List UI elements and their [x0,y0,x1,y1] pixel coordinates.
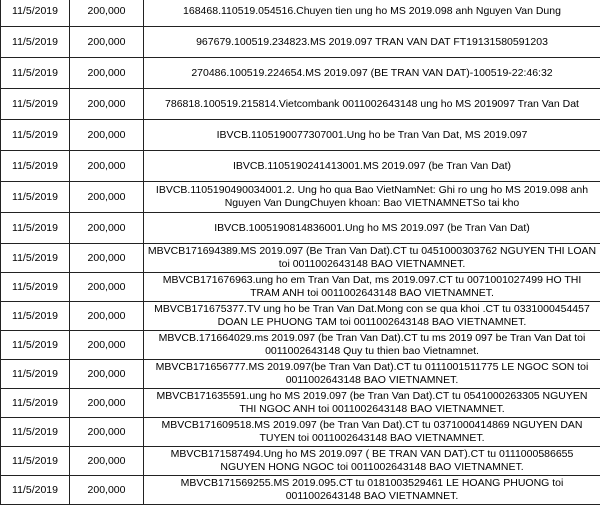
date-cell: 11/5/2019 [1,27,70,58]
table-row [1,0,600,27]
amount-cell: 200,000 [70,0,144,27]
date-cell: 11/5/2019 [1,389,70,418]
description-cell: IBVCB.1005190814836001.Ung ho MS 2019.097 (be Tran Van Dat) [144,213,600,244]
description-cell: MBVCB.171664029.ms 2019.097 (be Tran Van Dat).CT tu ms 2019 097 be Tran Van Dat toi 0011002643148 Quy tu thien bao Vietnamnet. [144,331,600,360]
amount-cell: 200,000 [70,360,144,389]
amount-cell: 200,000 [70,447,144,476]
table-row [1,27,600,58]
table-row [1,389,600,418]
date-cell: 11/5/2019 [1,58,70,89]
date-cell: 11/5/2019 [1,476,70,505]
date-cell: 11/5/2019 [1,89,70,120]
amount-cell: 200,000 [70,476,144,505]
amount-cell: 200,000 [70,182,144,213]
description-cell: MBVCB171656777.MS 2019.097(be Tran Van Dat).CT tu 0111001511775 LE NGOC SON toi 0011002643148 BAO VIETNAMNET. [144,360,600,389]
table-row [1,360,600,389]
amount-cell: 200,000 [70,89,144,120]
table-row [1,273,600,302]
date-cell: 11/5/2019 [1,182,70,213]
table-row [1,476,600,505]
description-cell: MBVCB171569255.MS 2019.095.CT tu 0181003529461 LE HOANG PHUONG toi 0011002643148 BAO VIETNAMNET. [144,476,600,505]
table-row [1,89,600,120]
amount-cell: 200,000 [70,213,144,244]
description-cell: 786818.100519.215814.Vietcombank 0011002643148 ung ho MS 2019097 Tran Van Dat [144,89,600,120]
description-cell: MBVCB171609518.MS 2019.097 (be Tran Van Dat).CT tu 0371000414869 NGUYEN DAN TUYEN toi 0011002643148 BAO VIETNAMNET. [144,418,600,447]
amount-cell: 200,000 [70,58,144,89]
date-cell: 11/5/2019 [1,0,70,27]
description-cell: MBVCB171675377.TV ung ho be Tran Van Dat.Mong con se qua khoi .CT tu 0331000454457 DOAN LE PHUONG TAM toi 0011002643148 BAO VIETNAMNET. [144,302,600,331]
table-row [1,120,600,151]
table-row [1,244,600,273]
amount-cell: 200,000 [70,27,144,58]
date-cell: 11/5/2019 [1,120,70,151]
description-cell: IBVCB.1105190241413001.MS 2019.097 (be Tran Van Dat) [144,151,600,182]
table-row [1,331,600,360]
table-row [1,418,600,447]
table-row [1,302,600,331]
table-body [1,0,600,505]
amount-cell: 200,000 [70,331,144,360]
table-row [1,182,600,213]
date-cell: 11/5/2019 [1,302,70,331]
description-cell: IBVCB.1105190490034001.2. Ung ho qua Bao VietNamNet: Ghi ro ung ho MS 2019.098 anh Nguyen Van DungChuyen khoan: Bao VIETNAMNETSo tai kho [144,182,600,213]
description-cell: 967679.100519.234823.MS 2019.097 TRAN VAN DAT FT19131580591203 [144,27,600,58]
amount-cell: 200,000 [70,120,144,151]
table-row [1,213,600,244]
amount-cell: 200,000 [70,389,144,418]
description-cell: MBVCB171694389.MS 2019.097 (Be Tran Van Dat).CT tu 0451000303762 NGUYEN THI LOAN toi 0011002643148 BAO VIETNAMNET. [144,244,600,273]
description-cell: MBVCB171635591.ung ho MS 2019.097 (be Tran Van Dat).CT tu 0541000263305 NGUYEN THI NGOC ANH toi 0011002643148 BAO VIETNAMNET. [144,389,600,418]
amount-cell: 200,000 [70,418,144,447]
description-cell: MBVCB171587494.Ung ho MS 2019.097 ( BE TRAN VAN DAT).CT tu 0111000586655 NGUYEN HONG NGOC toi 0011002643148 BAO VIETNAMNET. [144,447,600,476]
date-cell: 11/5/2019 [1,273,70,302]
description-cell: IBVCB.1105190077307001.Ung ho be Tran Van Dat, MS 2019.097 [144,120,600,151]
date-cell: 11/5/2019 [1,244,70,273]
amount-cell: 200,000 [70,151,144,182]
date-cell: 11/5/2019 [1,151,70,182]
date-cell: 11/5/2019 [1,360,70,389]
table-row [1,58,600,89]
description-cell: 168468.110519.054516.Chuyen tien ung ho MS 2019.098 anh Nguyen Van Dung [144,0,600,27]
date-cell: 11/5/2019 [1,331,70,360]
description-cell: MBVCB171676963.ung ho em Tran Van Dat, ms 2019.097.CT tu 0071001027499 HO THI TRAM ANH toi 0011002643148 BAO VIETNAMNET. [144,273,600,302]
table-row [1,447,600,476]
table-row [1,151,600,182]
description-cell: 270486.100519.224654.MS 2019.097 (BE TRAN VAN DAT)-100519-22:46:32 [144,58,600,89]
amount-cell: 200,000 [70,302,144,331]
amount-cell: 200,000 [70,244,144,273]
date-cell: 11/5/2019 [1,447,70,476]
amount-cell: 200,000 [70,273,144,302]
date-cell: 11/5/2019 [1,213,70,244]
date-cell: 11/5/2019 [1,418,70,447]
